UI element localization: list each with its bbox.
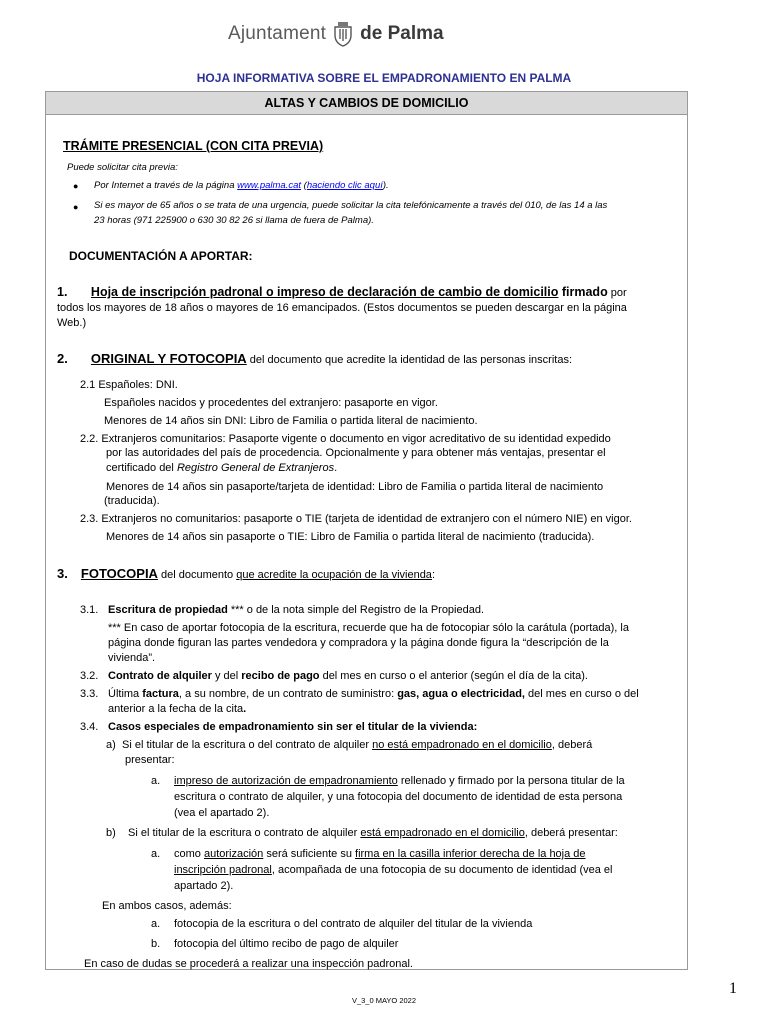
case-b-text-2: , deberá presentar: [524,827,618,839]
contrato-alquiler: Contrato de alquiler [108,670,212,682]
page-number: 1 [729,980,737,997]
s33-num: 3.3. [80,688,99,700]
s33-c: del mes en curso o del [524,688,639,700]
logo-text-bold: de Palma [360,23,444,44]
bullet-icon: ● [73,181,79,191]
item-2-number: 2. [57,351,68,366]
case-a-a-line-3: (vea el apartado 2). [174,807,270,819]
internet-text: Por Internet a través de la página [94,180,238,191]
case-a-a-line-2: escritura o contrato de alquiler, y una fotocopia del documento de identidad de esta persona [174,791,623,803]
escritura-propiedad: Escritura de propiedad [108,604,228,616]
paren-open: ( [301,180,307,191]
logo-text-light: Ajuntament [228,23,327,44]
item-3-title: FOTOCOPIA [80,566,158,581]
case-b-a-text-2: será suficiente su [263,848,356,860]
item-1-number: 1. [57,285,68,299]
s31-line [108,603,484,618]
s33-line-2-text: anterior a la fecha de la cita [108,703,244,715]
case-b-under: está empadronado en el domicilio [360,827,525,839]
s33-line-2 [108,702,246,717]
case-a-a-text-1: rellenado y firmado por la persona titular de la [397,775,625,787]
s22-line-3 [106,461,337,476]
item-3-rest-b: que acredite la ocupación de la vivienda [236,569,432,581]
s22b-line-1: Menores de 14 años sin pasaporte/tarjeta de identidad: Libro de Familia o partida literal de nacimiento [106,481,604,493]
s31-num: 3.1. [80,604,99,616]
impreso-autorizacion: impreso de autorización de empadronamiento [174,775,398,787]
item-1-line-1 [57,285,627,301]
s33-line-2-end: . [243,703,247,715]
case-b-a-text-1: como [174,848,204,860]
palma-link[interactable]: www.palma.cat [237,180,302,191]
paren-close: ). [382,180,389,191]
internet-line [94,178,389,194]
s21b: Menores de 14 años sin DNI: Libro de Familia o partida literal de nacimiento. [104,415,478,427]
s33-factura: factura [142,688,179,700]
s31-note-1: *** En caso de aportar fotocopia de la escritura, recuerde que ha de fotocopiar sólo la carátula (portada), la [108,622,629,634]
item-1-line-2: todos los mayores de 18 años o mayores de 16 emancipados. (Estos documentos se pueden descargar en la página [57,302,627,314]
case-b-text-1: Si el titular de la escritura o contrato de alquiler [128,827,361,839]
s33-line-1 [108,687,639,702]
s23b: Menores de 14 años sin pasaporte o TIE: Libro de Familia o partida literal de nacimiento (traducida). [106,531,595,543]
s33-a: Última [108,688,143,700]
case-a-text-1: Si el titular de la escritura o del contrato de alquiler [122,739,373,751]
closing-note: En caso de dudas se procederá a realizar una inspección padronal. [84,958,413,970]
s21a: Españoles nacidos y procedentes del extranjero: pasaporte en vigor. [104,397,438,409]
ambos-b-label: b. [151,938,161,950]
s21: 2.1 Españoles: DNI. [80,379,178,391]
ambos-a-label: a. [151,918,161,930]
registro-extranjeros: Registro General de Extranjeros [176,462,335,474]
s22-line-3a: certificado del [106,462,177,474]
documentation-heading: DOCUMENTACIÓN A APORTAR: [69,249,253,263]
item-3-number: 3. [57,566,68,581]
ambos-a-text: fotocopia de la escritura o del contrato de alquiler del titular de la vivienda [174,918,533,930]
inscripcion-padronal: inscripción padronal [174,864,272,876]
case-a-a-label: a. [151,775,161,787]
phone-line-1: Si es mayor de 65 años o se trata de una urgencia, puede solicitar la cita telefónicamente a través del 010, de las 14 a las [94,200,608,211]
item-2-header [57,351,572,368]
s32-line [108,669,588,684]
s34-title: Casos especiales de empadronamiento sin ser el titular de la vivienda: [108,721,478,733]
case-b-a-line-1 [174,847,586,862]
s22b-line-2: (traducida). [104,495,160,507]
bullet-icon: ● [73,202,79,212]
ambos-casos: En ambos casos, además: [102,900,232,912]
case-a-under: no está empadronado en el domicilio [372,739,552,751]
firma-casilla: firma en la casilla inferior derecha de la hoja de [355,848,586,860]
s32-rest: del mes en curso o el anterior (según el día de la cita). [319,670,588,682]
item-1-line-3: Web.) [57,317,87,329]
s32-num: 3.2. [80,670,99,682]
case-b-a-text-3: , acompañada de una fotocopia de su documento de identidad (vea el [271,864,613,876]
recibo-pago: recibo de pago [241,670,320,682]
item-2-title: ORIGINAL Y FOTOCOPIA [90,351,247,366]
s34-num: 3.4. [80,721,99,733]
case-a-label: a) [106,739,116,751]
case-b-a-line-2 [174,863,612,878]
phone-line-2: 23 horas (971 225900 o 630 30 82 26 si llama de fuera de Palma). [94,215,374,226]
case-b-a-label: a. [151,848,161,860]
section-band: ALTAS Y CAMBIOS DE DOMICILIO [45,91,688,115]
cita-intro: Puede solicitar cita previa: [67,162,178,173]
case-b-a-line-3: apartado 2). [174,880,234,892]
case-a-text-2: , deberá [551,739,593,751]
ambos-b-text: fotocopia del último recibo de pago de alquiler [174,938,399,950]
item-2-rest: del documento que acredite la identidad de las personas inscritas: [246,354,573,366]
s31-rest: *** o de la nota simple del Registro de la Propiedad. [227,604,485,616]
s33-b: , a su nombre, de un contrato de suministro: [178,688,398,700]
case-a-a-line-1 [174,774,625,789]
case-a-line-1 [122,738,592,753]
item-1-firmado: firmado [558,285,608,299]
item-1-title: Hoja de inscripción padronal o impreso de declaración de cambio de domicilio [90,285,559,299]
ajuntament-logo [228,14,444,54]
s32-mid: y del [211,670,242,682]
s33-suministros: gas, agua o electricidad, [397,688,525,700]
version-footer: V_3_0 MAYO 2022 [351,996,417,1005]
s22-line-3c: . [334,462,338,474]
case-b-line [128,826,618,841]
case-a-line-2: presentar: [125,754,175,766]
case-b-label: b) [106,827,116,839]
s23: 2.3. Extranjeros no comunitarios: pasaporte o TIE (tarjeta de identidad de extranjero con el número NIE) en vigor. [80,513,632,525]
autorizacion: autorización [203,848,264,860]
s31-note-2: página donde figuran las partes vendedora y compradora y la página donde figura la “descripción de la [108,637,609,649]
s22-line-1: 2.2. Extranjeros comunitarios: Pasaporte vigente o documento en vigor acreditativo de su identidad expedido [80,433,611,445]
item-1-por: por [607,287,627,299]
s31-note-3: vivienda”. [108,652,156,664]
tramite-heading: TRÁMITE PRESENCIAL (CON CITA PREVIA) [63,139,324,153]
s22-line-2: por las autoridades del país de procedencia. Opcionalmente y para obtener más ventajas, presentar el [106,447,606,459]
palma-coat-of-arms-icon [332,21,354,47]
item-3-header [57,566,435,583]
click-here-link[interactable]: haciendo clic aquí [306,180,383,191]
item-3-rest-c: : [431,569,435,581]
item-3-rest-a: del documento [157,569,237,581]
document-title: HOJA INFORMATIVA SOBRE EL EMPADRONAMIENTO EN PALMA [196,71,572,85]
